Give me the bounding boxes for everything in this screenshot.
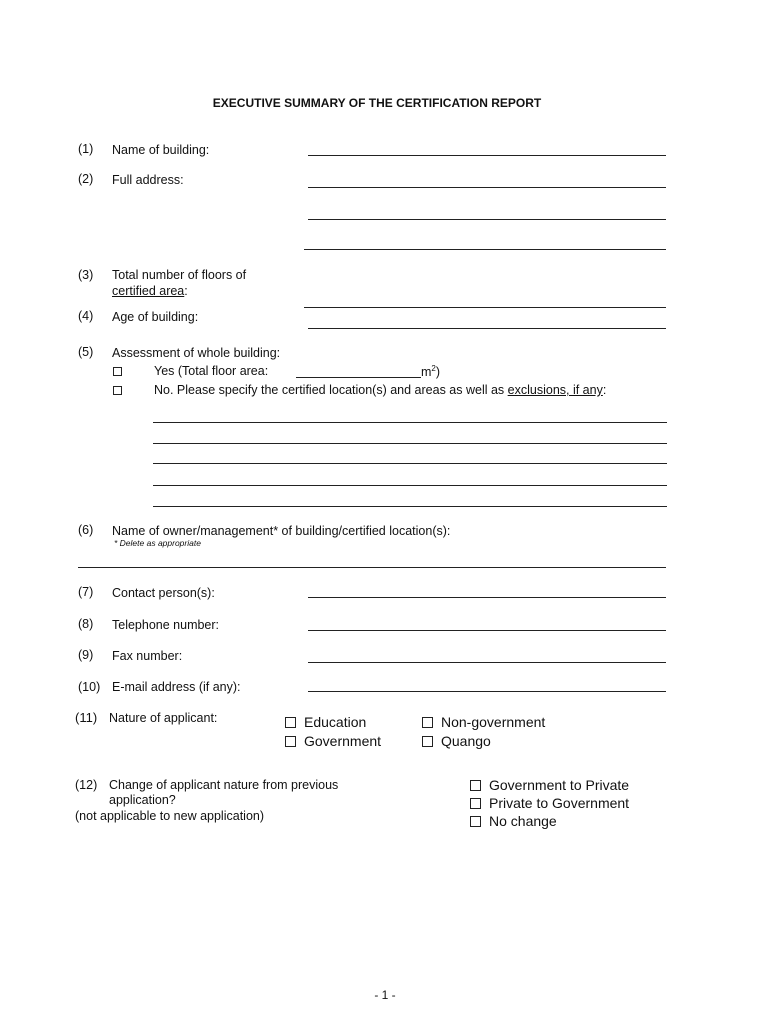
address-input-line-3[interactable] [304, 249, 666, 250]
field-number: (8) [78, 617, 94, 631]
email-label: E-mail address (if any): [112, 680, 241, 694]
checkbox[interactable] [470, 780, 481, 791]
field-number: (7) [78, 585, 94, 599]
option-government[interactable]: Government [285, 733, 381, 749]
option-no-change[interactable]: No change [470, 813, 557, 829]
checkbox[interactable] [422, 717, 433, 728]
page-title: EXECUTIVE SUMMARY OF THE CERTIFICATION REPORT [212, 96, 542, 110]
full-address-label: Full address: [112, 173, 184, 187]
change-nature-label-line3: (not applicable to new application) [75, 809, 265, 823]
owner-input[interactable] [78, 567, 666, 568]
building-age-input[interactable] [308, 328, 666, 329]
delete-note: * Delete as appropriate [114, 538, 201, 548]
total-floor-area-input[interactable] [296, 377, 421, 378]
owner-label: Name of owner/management* of building/certified location(s): [112, 524, 451, 538]
option-non-government[interactable]: Non-government [422, 714, 545, 730]
floors-input[interactable] [304, 307, 666, 308]
floor-area-unit: $m^2$) [421, 364, 441, 380]
field-number: (6) [78, 523, 94, 537]
fax-label: Fax number: [112, 649, 183, 663]
nature-label: Nature of applicant: [109, 711, 218, 725]
checkbox[interactable] [285, 736, 296, 747]
building-name-label: Name of building: [112, 143, 210, 157]
change-nature-label-line2: application? [109, 793, 176, 807]
option-private-to-government[interactable]: Private to Government [470, 795, 629, 811]
field-number: (5) [78, 345, 94, 359]
checkbox[interactable] [285, 717, 296, 728]
field-number: (9) [78, 648, 94, 662]
change-nature-label-line1: Change of applicant nature from previous [109, 778, 339, 792]
contact-person-label: Contact person(s): [112, 586, 215, 600]
no-option: No. Please specify the certified location(s) and areas as well as exclusions, if any: [154, 383, 607, 397]
assessment-label: Assessment of whole building: [112, 346, 281, 360]
field-number: (10) [78, 680, 101, 694]
address-input-line-2[interactable] [308, 219, 666, 220]
yes-checkbox[interactable] [113, 367, 122, 376]
location-input-line-3[interactable] [153, 463, 667, 464]
location-input-line-4[interactable] [153, 485, 667, 486]
fax-input[interactable] [308, 662, 666, 663]
contact-person-input[interactable] [308, 597, 666, 598]
checkbox[interactable] [422, 736, 433, 747]
floors-label-line1: Total number of floors of [112, 268, 247, 282]
location-input-line-1[interactable] [153, 422, 667, 423]
telephone-input[interactable] [308, 630, 666, 631]
certified-area-text: certified area [112, 284, 185, 298]
location-input-line-5[interactable] [153, 506, 667, 507]
address-input-line-1[interactable] [308, 187, 666, 188]
no-checkbox[interactable] [113, 386, 122, 395]
building-age-label: Age of building: [112, 310, 199, 324]
location-input-line-2[interactable] [153, 443, 667, 444]
option-education[interactable]: Education [285, 714, 366, 730]
field-number: (3) [78, 268, 94, 282]
field-number: (4) [78, 309, 94, 323]
telephone-label: Telephone number: [112, 618, 220, 632]
email-input[interactable] [308, 691, 666, 692]
field-number: (2) [78, 172, 94, 186]
checkbox[interactable] [470, 816, 481, 827]
option-quango[interactable]: Quango [422, 733, 491, 749]
floors-label-line2: certified area: [112, 284, 188, 298]
field-number: (1) [78, 142, 94, 156]
checkbox[interactable] [470, 798, 481, 809]
option-government-to-private[interactable]: Government to Private [470, 777, 629, 793]
page-number: - 1 - [374, 988, 396, 1002]
building-name-input[interactable] [308, 155, 666, 156]
yes-option: Yes (Total floor area: [154, 364, 269, 378]
field-number: (11) [75, 710, 98, 725]
field-number: (12) [75, 778, 98, 792]
